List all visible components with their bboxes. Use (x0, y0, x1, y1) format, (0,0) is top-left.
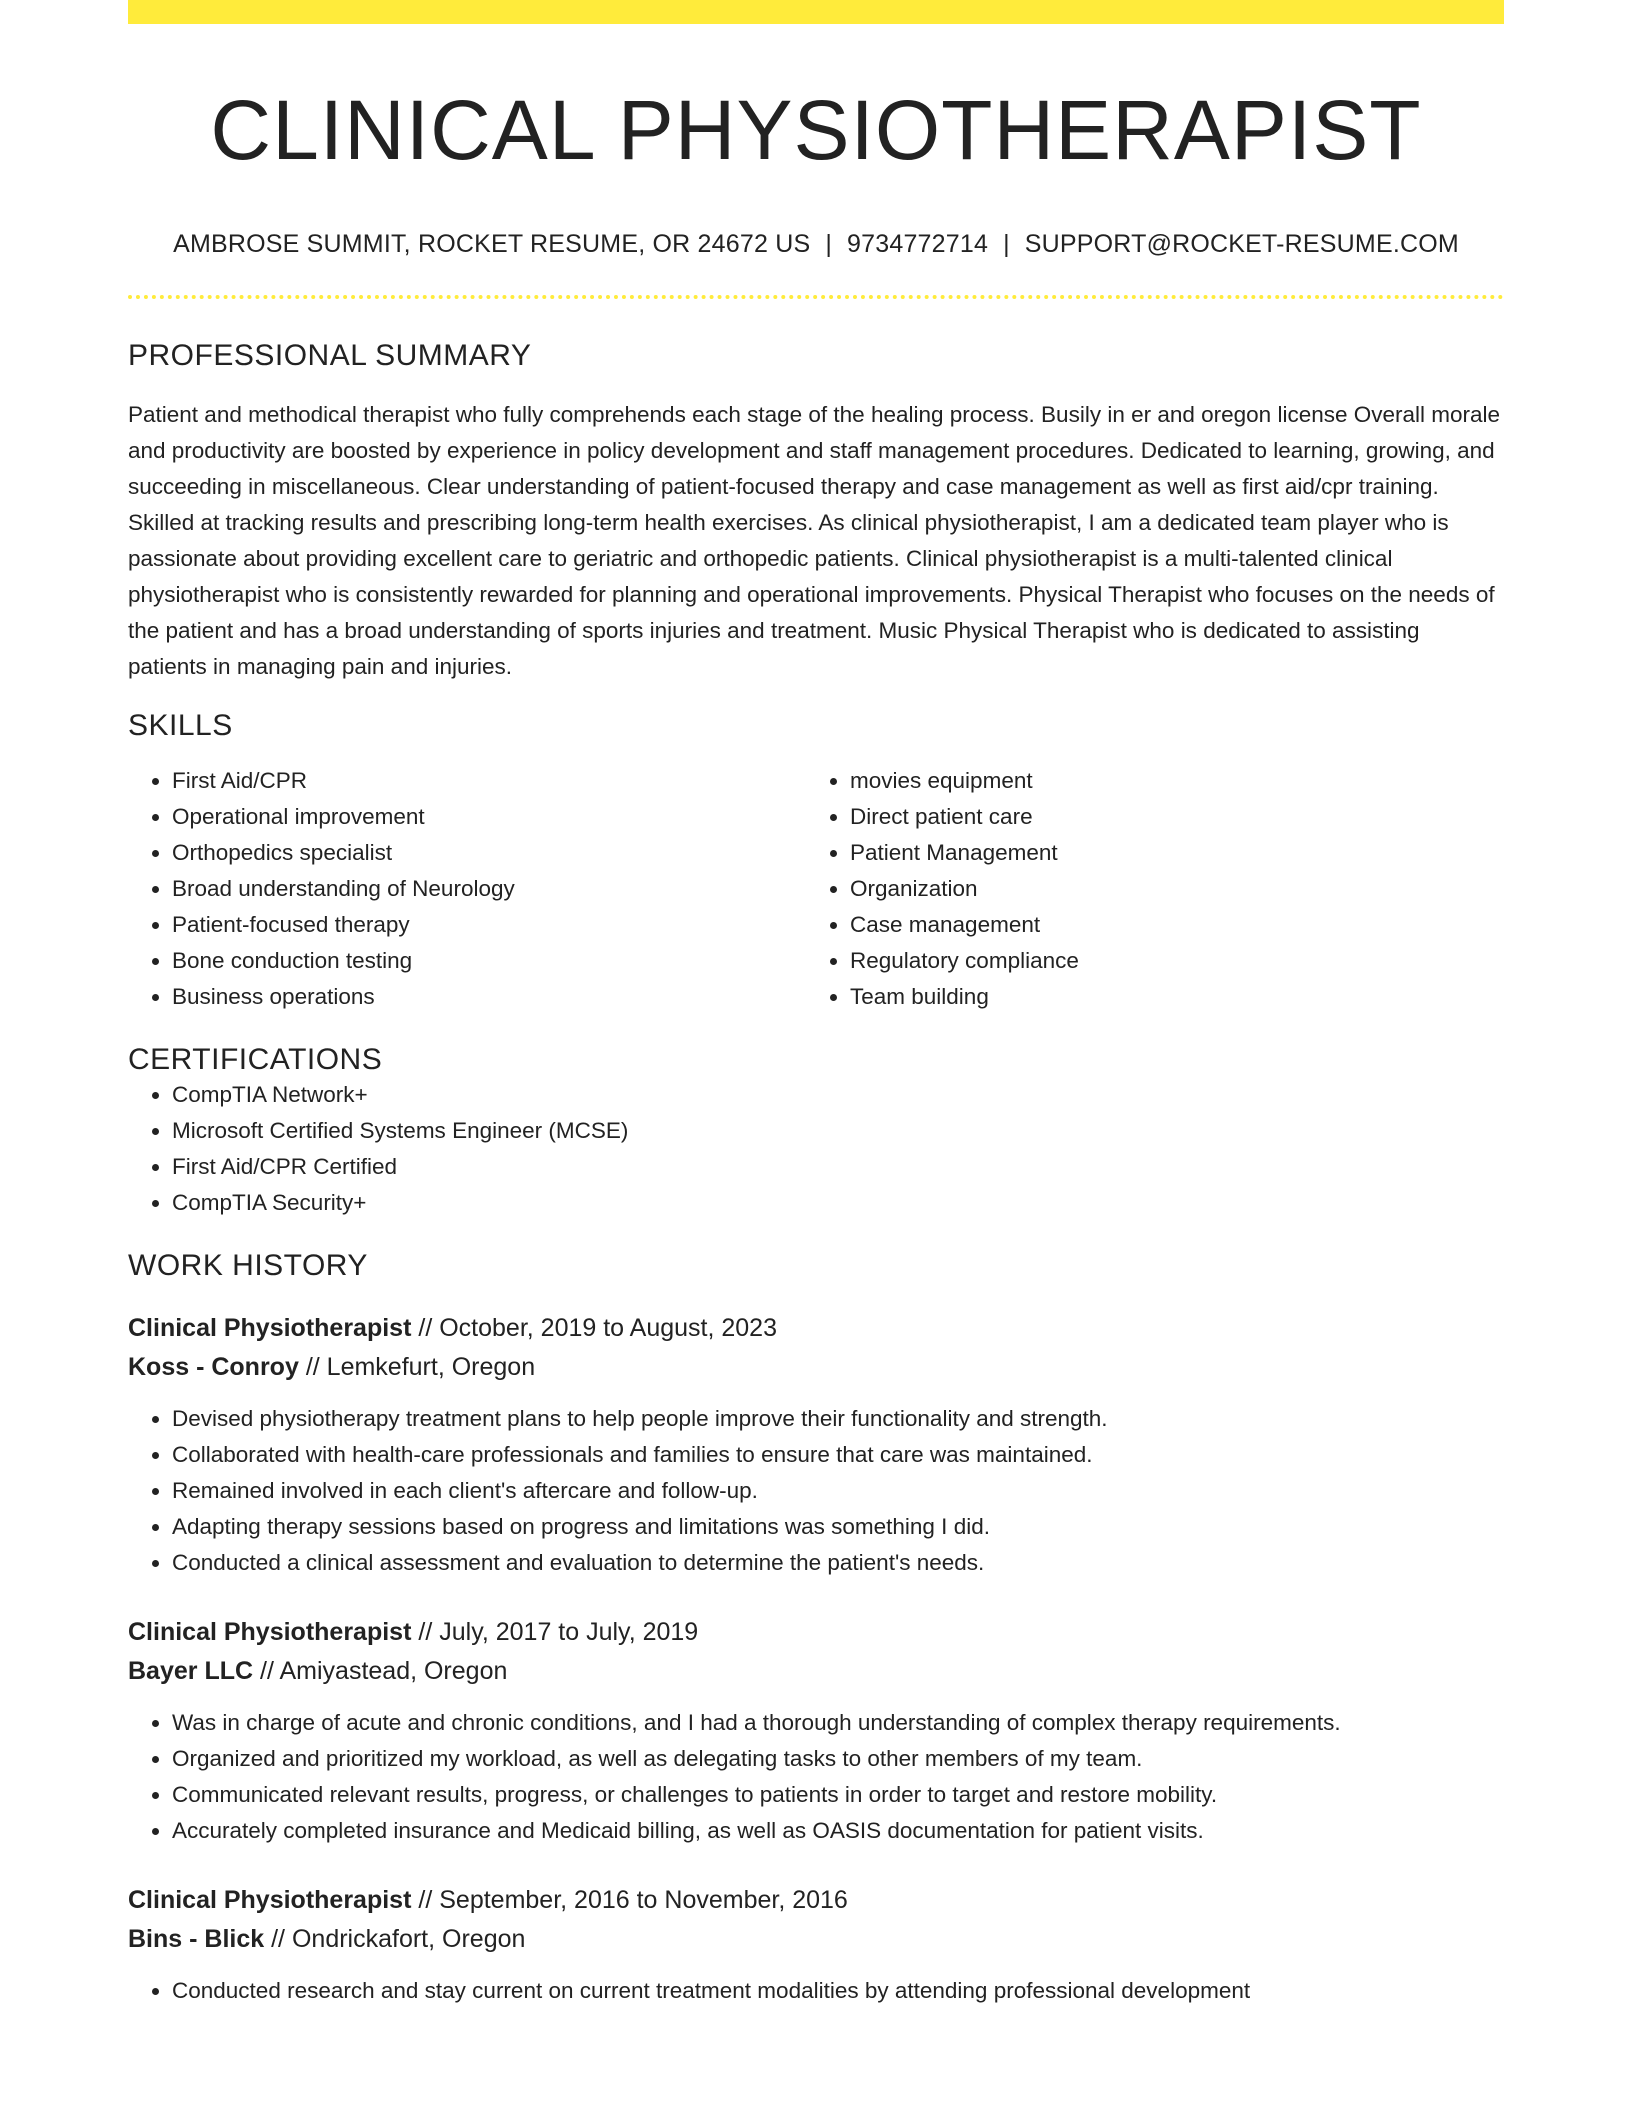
certifications-heading: CERTIFICATIONS (128, 1043, 383, 1077)
job-separator: // (418, 1314, 433, 1343)
email: SUPPORT@ROCKET-RESUME.COM (1024, 230, 1459, 259)
job-bullet: • Organized and prioritized my workload, as well as delegating tasks to other members of my team. (172, 1741, 1504, 1777)
job-company: Bayer LLC (128, 1657, 254, 1686)
skill-item: • Organization (850, 871, 1484, 907)
skill-item: • Business operations (172, 979, 806, 1015)
skill-item: • Orthopedics specialist (172, 835, 806, 871)
work-history-heading: WORK HISTORY (128, 1249, 368, 1283)
skill-item: • Case management (850, 907, 1484, 943)
job-bullet: • Adapting therapy sessions based on progress and limitations was something I did. (172, 1509, 1504, 1545)
resume-page (128, 0, 1504, 2009)
skill-item: • Patient-focused therapy (172, 907, 806, 943)
job-bullet: • Conducted research and stay current on current treatment modalities by attending professional development (172, 1973, 1504, 2009)
job-location: Lemkefurt, Oregon (326, 1353, 536, 1382)
job-entry (128, 1613, 1504, 1849)
skills-left-list (128, 763, 806, 1015)
job-dates: July, 2017 to July, 2019 (439, 1618, 699, 1647)
job-company: Koss - Conroy (128, 1353, 299, 1382)
job-bullet: • Remained involved in each client's aftercare and follow-up. (172, 1473, 1504, 1509)
summary-heading: PROFESSIONAL SUMMARY (128, 339, 532, 373)
job-entry (128, 1309, 1504, 1581)
summary-text: Patient and methodical therapist who fully comprehends each stage of the healing process. Busily in er and oregon license Overall morale and productivity are boosted by experience in policy development and staff management procedures. Dedicated to learning, growing, and succeeding in miscellaneous. Clear understanding of patient-focused therapy and case management as well as first aid/cpr training. Skilled at tracking results and prescribing long-term health exercises. As clinical physiotherapist, I am a dedicated team player who is passionate about providing excellent care to geriatric and orthopedic patients. Clinical physiotherapist is a multi-talented clinical physiotherapist who is consistently rewarded for planning and operational improvements. Physical Therapist who focuses on the needs of the patient and has a broad understanding of sports injuries and treatment. Music Physical Therapist who is dedicated to assisting patients in managing pain and injuries. (128, 402, 1501, 680)
job-separator: // (305, 1353, 320, 1382)
skill-item: • Operational improvement (172, 799, 806, 835)
job-title: Clinical Physiotherapist (128, 1618, 412, 1647)
skill-item: • Broad understanding of Neurology (172, 871, 806, 907)
job-location: Ondrickafort, Oregon (291, 1925, 526, 1954)
accent-bar (128, 0, 1504, 24)
page-title: CLINICAL PHYSIOTHERAPIST (210, 83, 1422, 177)
job-location: Amiyastead, Oregon (279, 1657, 508, 1686)
skill-item: • Regulatory compliance (850, 943, 1484, 979)
job-title: Clinical Physiotherapist (128, 1886, 412, 1915)
job-bullet: • Conducted a clinical assessment and evaluation to determine the patient's needs. (172, 1545, 1504, 1581)
certification-item: • Microsoft Certified Systems Engineer (MCSE) (172, 1113, 1504, 1149)
phone: 9734772714 (847, 230, 989, 259)
skills-right-list (806, 763, 1484, 1015)
certification-item: • CompTIA Network+ (172, 1077, 1504, 1113)
job-company-line (128, 1348, 1504, 1387)
skill-item: • Bone conduction testing (172, 943, 806, 979)
job-separator: // (271, 1925, 286, 1954)
job-bullets (128, 1705, 1504, 1849)
skill-item: • movies equipment (850, 763, 1484, 799)
job-title-line (128, 1613, 1504, 1652)
address: AMBROSE SUMMIT, ROCKET RESUME, OR 24672 US (173, 230, 811, 259)
skill-item: • Team building (850, 979, 1484, 1015)
job-bullets (128, 1401, 1504, 1581)
job-bullet: • Accurately completed insurance and Medicaid billing, as well as OASIS documentation for patient visits. (172, 1813, 1504, 1849)
skills-heading: SKILLS (128, 709, 233, 743)
job-bullet: • Was in charge of acute and chronic conditions, and I had a thorough understanding of complex therapy requirements. (172, 1705, 1504, 1741)
skills-columns (128, 763, 1504, 1015)
dotted-divider (128, 295, 1504, 299)
job-separator: // (418, 1618, 433, 1647)
certification-item: • CompTIA Security+ (172, 1185, 1504, 1221)
job-title-line (128, 1309, 1504, 1348)
skill-item: • Direct patient care (850, 799, 1484, 835)
contact-separator: | (825, 230, 833, 259)
skill-item: • Patient Management (850, 835, 1484, 871)
job-separator: // (260, 1657, 274, 1686)
certifications-list (128, 1077, 1504, 1221)
job-dates: October, 2019 to August, 2023 (439, 1314, 777, 1343)
job-company-line (128, 1920, 1504, 1959)
job-company: Bins - Blick (128, 1925, 265, 1954)
job-separator: // (418, 1886, 433, 1915)
contact-separator: | (1003, 230, 1010, 259)
job-title-line (128, 1881, 1504, 1920)
job-bullets (128, 1973, 1504, 2009)
job-dates: September, 2016 to November, 2016 (439, 1886, 848, 1915)
contact-line (128, 230, 1504, 259)
job-company-line (128, 1652, 1504, 1691)
job-bullet: • Devised physiotherapy treatment plans to help people improve their functionality and strength. (172, 1401, 1504, 1437)
skill-item: • First Aid/CPR (172, 763, 806, 799)
job-entry (128, 1881, 1504, 2009)
certification-item: • First Aid/CPR Certified (172, 1149, 1504, 1185)
job-bullet: • Communicated relevant results, progress, or challenges to patients in order to target and restore mobility. (172, 1777, 1504, 1813)
job-title: Clinical Physiotherapist (128, 1314, 412, 1343)
job-bullet: • Collaborated with health-care professionals and families to ensure that care was maintained. (172, 1437, 1504, 1473)
